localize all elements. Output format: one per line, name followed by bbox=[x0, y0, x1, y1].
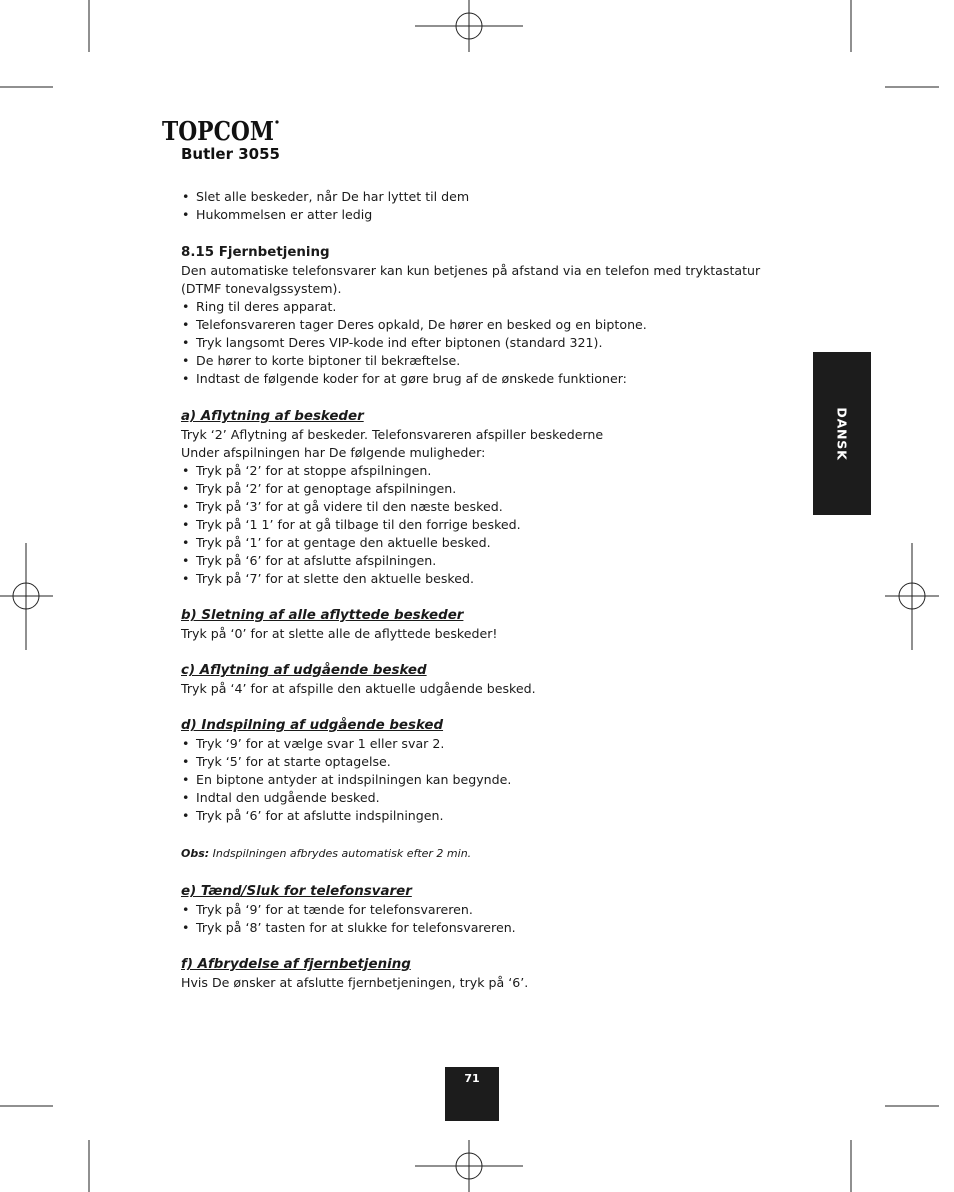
logo-wordmark: TOPCOM bbox=[162, 117, 274, 147]
list-item: • Tryk på ‘2’ for at stoppe afspilningen. bbox=[181, 462, 781, 480]
subsection-heading-d: d) Indspilning af udgående besked bbox=[181, 718, 444, 733]
list-item: • Tryk på ‘1 1’ for at gå tilbage til den forrige besked. bbox=[181, 516, 781, 534]
list-item: • Indtal den udgående besked. bbox=[181, 789, 781, 807]
page-number: 71 bbox=[445, 1067, 499, 1121]
subsection-text: Under afspilningen har De følgende muligheder: bbox=[181, 445, 486, 460]
section-heading: 8.15 Fjernbetjening bbox=[181, 245, 330, 260]
list-item: • Indtast de følgende koder for at gøre brug af de ønskede funktioner: bbox=[181, 370, 781, 388]
page-content bbox=[181, 188, 781, 992]
subsection-text: Tryk ‘2’ Aflytning af beskeder. Telefonsvareren afspiller beskederne bbox=[181, 427, 604, 442]
subsection-heading-b: b) Sletning af alle aflyttede beskeder bbox=[181, 608, 464, 623]
language-tab bbox=[813, 352, 871, 515]
list-item: • Tryk på ‘9’ for at tænde for telefonsvareren. bbox=[181, 901, 781, 919]
list-item: • Tryk langsomt Deres VIP-kode ind efter biptonen (standard 321). bbox=[181, 334, 781, 352]
list-item: • Tryk på ‘6’ for at afslutte afspilningen. bbox=[181, 552, 781, 570]
subsection-heading-e: e) Tænd/Sluk for telefonsvarer bbox=[181, 884, 412, 899]
subsection-heading-f: f) Afbrydelse af fjernbetjening bbox=[181, 957, 411, 972]
list-item: • Tryk på ‘6’ for at afslutte indspilningen. bbox=[181, 807, 781, 825]
language-tab-label: DANSK bbox=[834, 406, 850, 461]
model-name: Butler 3055 bbox=[181, 145, 280, 163]
list-item: • Tryk på ‘7’ for at slette den aktuelle besked. bbox=[181, 570, 781, 588]
subsection-text: Tryk på ‘4’ for at afspille den aktuelle udgående besked. bbox=[181, 681, 536, 696]
section-intro: Den automatiske telefonsvarer kan kun betjenes på afstand via en telefon med tryktastatur bbox=[181, 263, 761, 278]
list-item: • Tryk på ‘1’ for at gentage den aktuelle besked. bbox=[181, 534, 781, 552]
list-item: • De hører to korte biptoner til bekræftelse. bbox=[181, 352, 781, 370]
list-item: • Slet alle beskeder, når De har lyttet til dem bbox=[181, 188, 781, 206]
list-item: • Tryk på ‘8’ tasten for at slukke for telefonsvareren. bbox=[181, 919, 781, 937]
intro-bullet-list bbox=[181, 188, 781, 224]
subsection-heading-a: a) Aflytning af beskeder bbox=[181, 409, 364, 424]
list-item: • Telefonsvareren tager Deres opkald, De hører en besked og en biptone. bbox=[181, 316, 781, 334]
subsection-text: Tryk på ‘0’ for at slette alle de aflyttede beskeder! bbox=[181, 626, 498, 641]
onoff-steps-list bbox=[181, 901, 781, 937]
list-item: • En biptone antyder at indspilningen kan begynde. bbox=[181, 771, 781, 789]
note-label: Obs: bbox=[181, 847, 210, 860]
list-item: • Tryk ‘5’ for at starte optagelse. bbox=[181, 753, 781, 771]
note bbox=[181, 845, 781, 863]
note-text: Indspilningen afbrydes automatisk efter 2 min. bbox=[209, 847, 472, 860]
remote-steps-list bbox=[181, 298, 781, 388]
subsection-heading-c: c) Aflytning af udgående besked bbox=[181, 663, 427, 678]
section-intro-cont: (DTMF tonevalgssystem). bbox=[181, 281, 342, 296]
list-item: • Tryk på ‘2’ for at genoptage afspilningen. bbox=[181, 480, 781, 498]
playback-options-list bbox=[181, 462, 781, 588]
list-item: • Tryk på ‘3’ for at gå videre til den næste besked. bbox=[181, 498, 781, 516]
list-item: • Tryk ‘9’ for at vælge svar 1 eller svar 2. bbox=[181, 735, 781, 753]
recording-steps-list bbox=[181, 735, 781, 825]
subsection-text: Hvis De ønsker at afslutte fjernbetjeningen, tryk på ‘6’. bbox=[181, 975, 529, 990]
topcom-logo bbox=[162, 116, 280, 147]
list-item: • Ring til deres apparat. bbox=[181, 298, 781, 316]
list-item: • Hukommelsen er atter ledig bbox=[181, 206, 781, 224]
